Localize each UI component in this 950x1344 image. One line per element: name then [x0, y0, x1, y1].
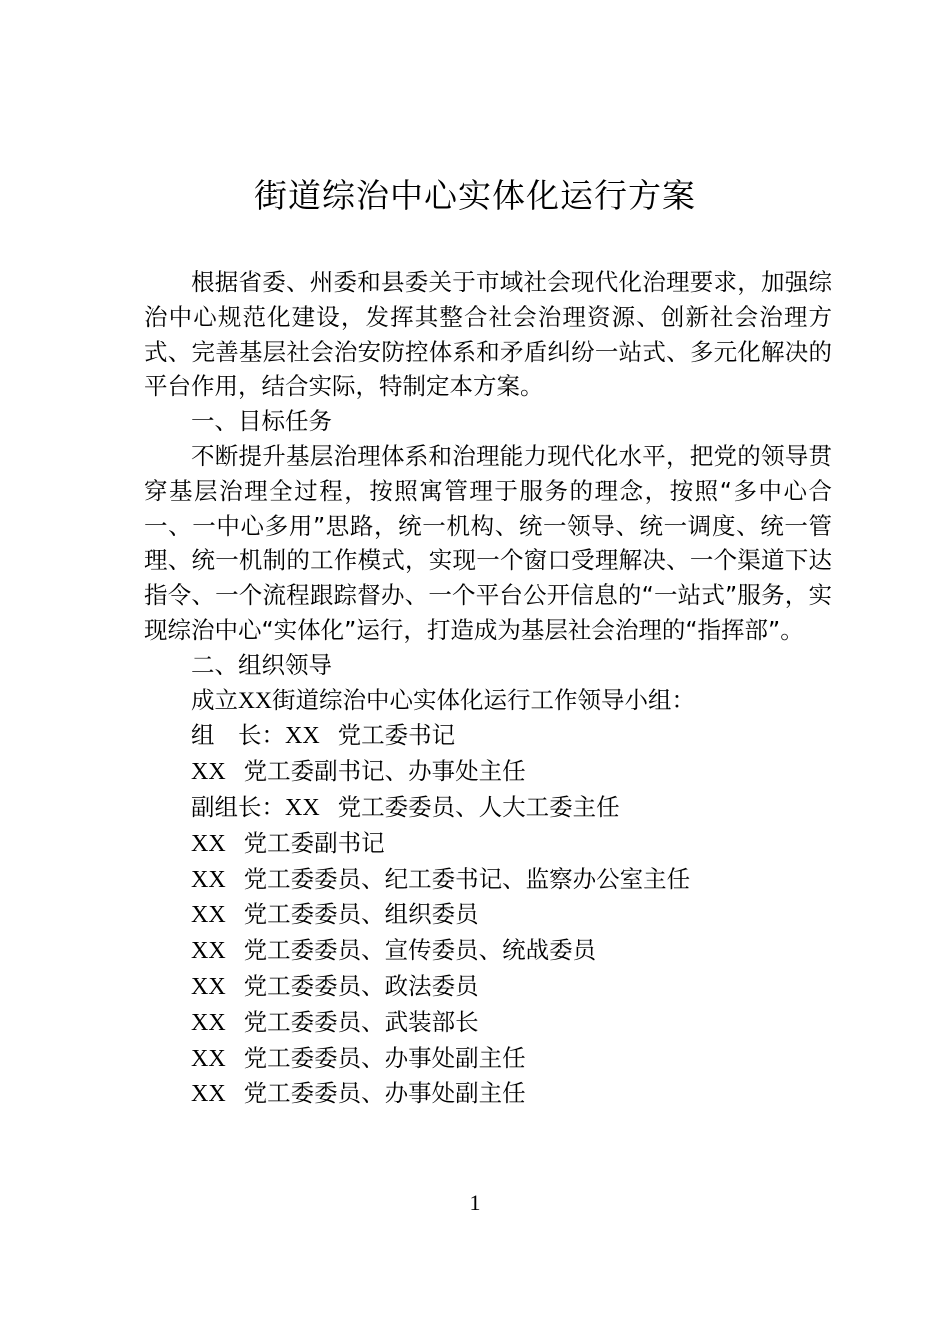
member-role: 党工委副书记 [243, 828, 385, 857]
deputy-name: XX [285, 794, 320, 821]
member-name: XX [191, 1009, 226, 1036]
leader-name: XX [285, 723, 320, 750]
leader-label: 组 长： [191, 721, 285, 750]
member-role: 党工委委员、办事处副主任 [243, 1043, 526, 1072]
section-heading-organization: 二、组织领导 [191, 650, 332, 679]
document-title: 街道综治中心实体化运行方案 [254, 176, 696, 215]
leader2-role: 党工委副书记、办事处主任 [243, 757, 526, 786]
section-heading-goals: 一、目标任务 [191, 407, 332, 436]
member-role: 党工委委员、组织委员 [243, 900, 479, 929]
deputy-label: 副组长： [191, 792, 285, 821]
member-line [144, 1041, 832, 1077]
member-line [144, 826, 832, 862]
deputy-line [144, 790, 832, 826]
leader2-name: XX [191, 759, 226, 786]
goals-paragraph: 不断提升基层治理体系和治理能力现代化水平，把党的领导贯穿基层治理全过程，按照寓管理于服务的理念，按照“多中心合一、一中心多用”思路，统一机构、统一领导、统一调度、统一管理、统一机制的工作模式，实现一个窗口受理解决、一个渠道下达指令、一个流程跟踪督办、一个平台公开信息的“一站式”服务，实现综治中心“实体化”运行，打造成为基层社会治理的“指挥部”。 [144, 441, 832, 644]
member-role: 党工委委员、宣传委员、统战委员 [243, 936, 597, 965]
member-line [144, 933, 832, 969]
document-body [144, 265, 832, 1112]
member-name: XX [191, 902, 226, 929]
member-line [144, 1076, 832, 1112]
member-role: 党工委委员、纪工委书记、监察办公室主任 [243, 864, 691, 893]
member-name: XX [191, 1081, 226, 1108]
group-intro-line [144, 683, 832, 719]
member-name: XX [191, 973, 226, 1000]
group-intro-suffix: 街道综治中心实体化运行工作领导小组： [271, 685, 695, 714]
member-role: 党工委委员、办事处副主任 [243, 1079, 526, 1108]
member-line [144, 1005, 832, 1041]
group-intro-name: XX [238, 687, 272, 714]
member-name: XX [191, 830, 226, 857]
member-name: XX [191, 866, 226, 893]
member-name: XX [191, 938, 226, 965]
deputy-role: 党工委委员、人大工委主任 [337, 792, 620, 821]
member-name: XX [191, 1045, 226, 1072]
leader-line [144, 718, 832, 754]
member-role: 党工委委员、政法委员 [243, 971, 479, 1000]
group-intro-prefix: 成立 [191, 685, 238, 714]
leader-role: 党工委书记 [337, 721, 456, 750]
member-line [144, 897, 832, 933]
page-number: 1 [469, 1190, 481, 1215]
member-line [144, 862, 832, 898]
member-role: 党工委委员、武装部长 [243, 1007, 479, 1036]
leader2-line [144, 754, 832, 790]
intro-paragraph: 根据省委、州委和县委关于市域社会现代化治理要求，加强综治中心规范化建设，发挥其整合社会治理资源、创新社会治理方式、完善基层社会治安防控体系和矛盾纠纷一站式、多元化解决的平台作用，结合实际，特制定本方案。 [144, 268, 832, 401]
member-line [144, 969, 832, 1005]
